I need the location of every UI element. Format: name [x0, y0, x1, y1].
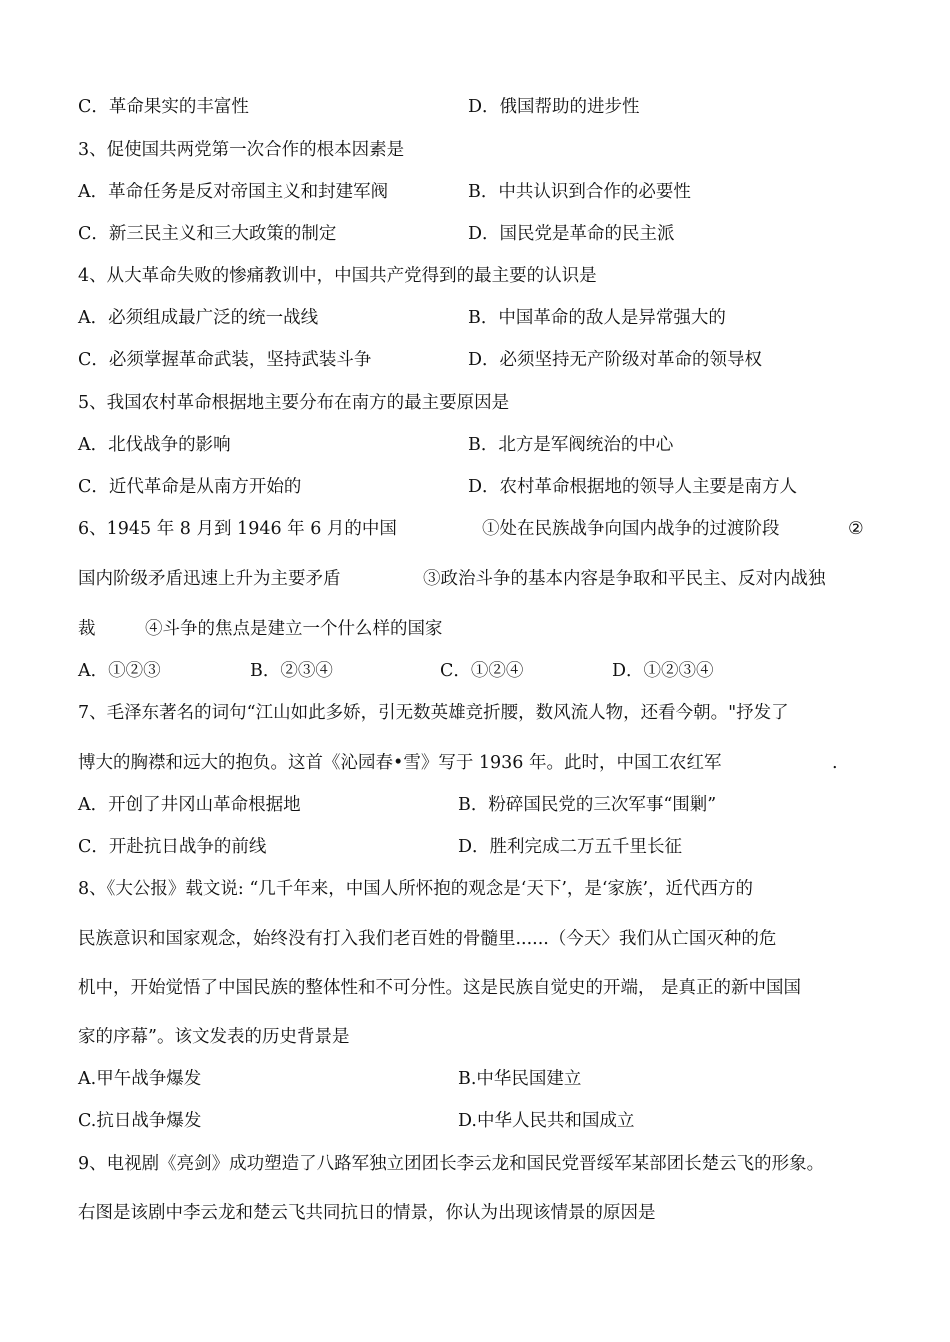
q7-option-d: D．胜利完成二万五千里长征: [458, 837, 683, 857]
q4-stem: 4、从大革命失败的惨痛教训中，中国共产党得到的最主要的认识是: [78, 266, 597, 286]
q7-stem-line2: 博大的胸襟和远大的抱负。这首《沁园春•雪》写于 1936 年。此时，中国工农红军: [78, 753, 722, 773]
q6-stem-line1-a: 6、1945 年 8 月到 1946 年 6 月的中国: [78, 519, 397, 539]
q6-option-c: C．①②④: [440, 661, 524, 681]
q8-stem-line3: 机中，开始觉悟了中国民族的整体性和不可分性。这是民族自觉史的开端， 是真正的新中国国: [78, 978, 802, 998]
q7-option-b: B．粉碎国民党的三次军事“围剿”: [458, 795, 717, 815]
q2-option-c: C．革命果实的丰富性: [78, 97, 249, 117]
q9-stem-line1: 9、电视剧《亮剑》成功塑造了八路军独立团团长李云龙和国民党晋绥军某部团长楚云飞的形象。: [78, 1154, 825, 1174]
q6-stem-line2-a: 国内阶级矛盾迅速上升为主要矛盾: [78, 569, 341, 589]
q6-option-b: B．②③④: [250, 661, 333, 681]
q5-option-d: D．农村革命根据地的领导人主要是南方人: [468, 477, 798, 497]
q3-option-d: D．国民党是革命的民主派: [468, 224, 675, 244]
q6-stem-line3-b: ④斗争的焦点是建立一个什么样的国家: [145, 619, 443, 639]
q2-option-d: D．俄国帮助的进步性: [468, 97, 640, 117]
q7-stem-line2-end: .: [832, 753, 838, 773]
q3-option-a: A．革命任务是反对帝国主义和封建军阀: [78, 182, 389, 202]
q5-option-c: C．近代革命是从南方开始的: [78, 477, 302, 497]
q6-stem-line1-c: ②: [848, 519, 864, 539]
q7-stem-line1: 7、毛泽东著名的词句“江山如此多娇，引无数英雄竞折腰，数风流人物，还看今朝。"抒发了: [78, 703, 789, 723]
q8-option-c: C.抗日战争爆发: [78, 1111, 202, 1131]
q8-stem-line4: 家的序幕”。该文发表的历史背景是: [78, 1027, 350, 1047]
q8-option-d: D.中华人民共和国成立: [458, 1111, 635, 1131]
q6-stem-line1-b: ①处在民族战争向国内战争的过渡阶段: [482, 519, 780, 539]
q4-option-a: A．必须组成最广泛的统一战线: [78, 308, 319, 328]
q8-stem-line2: 民族意识和国家观念，始终没有打入我们老百姓的骨髓里......（今天〉我们从亡国灭种的危: [78, 929, 777, 949]
q8-option-a: A.甲午战争爆发: [78, 1069, 202, 1089]
q9-stem-line2: 右图是该剧中李云龙和楚云飞共同抗日的情景，你认为出现该情景的原因是: [78, 1203, 656, 1223]
q5-option-b: B．北方是军阀统治的中心: [468, 435, 674, 455]
q7-option-c: C．开赴抗日战争的前线: [78, 837, 267, 857]
q6-option-d: D．①②③④: [612, 661, 714, 681]
q3-option-c: C．新三民主义和三大政策的制定: [78, 224, 337, 244]
q8-stem-line1: 8、《大公报》载文说: “几千年来，中国人所怀抱的观念是‘天下’，是‘家族’，近代西方的: [78, 879, 754, 899]
q6-stem-line3-a: 裁: [78, 619, 96, 639]
q8-option-b: B.中华民国建立: [458, 1069, 582, 1089]
q4-option-d: D．必须坚持无产阶级对革命的领导权: [468, 350, 763, 370]
q3-stem: 3、促使国共两党第一次合作的根本因素是: [78, 140, 405, 160]
q5-option-a: A．北伐战争的影响: [78, 435, 231, 455]
q5-stem: 5、我国农村革命根据地主要分布在南方的最主要原因是: [78, 393, 510, 413]
q7-option-a: A．开创了井冈山革命根据地: [78, 795, 301, 815]
q4-option-c: C．必须掌握革命武装，坚持武装斗争: [78, 350, 372, 370]
q4-option-b: B．中国革命的敌人是异常强大的: [468, 308, 726, 328]
q3-option-b: B．中共认识到合作的必要性: [468, 182, 691, 202]
q6-stem-line2-b: ③政治斗争的基本内容是争取和平民主、反对内战独: [423, 569, 826, 589]
q6-option-a: A．①②③: [78, 661, 161, 681]
